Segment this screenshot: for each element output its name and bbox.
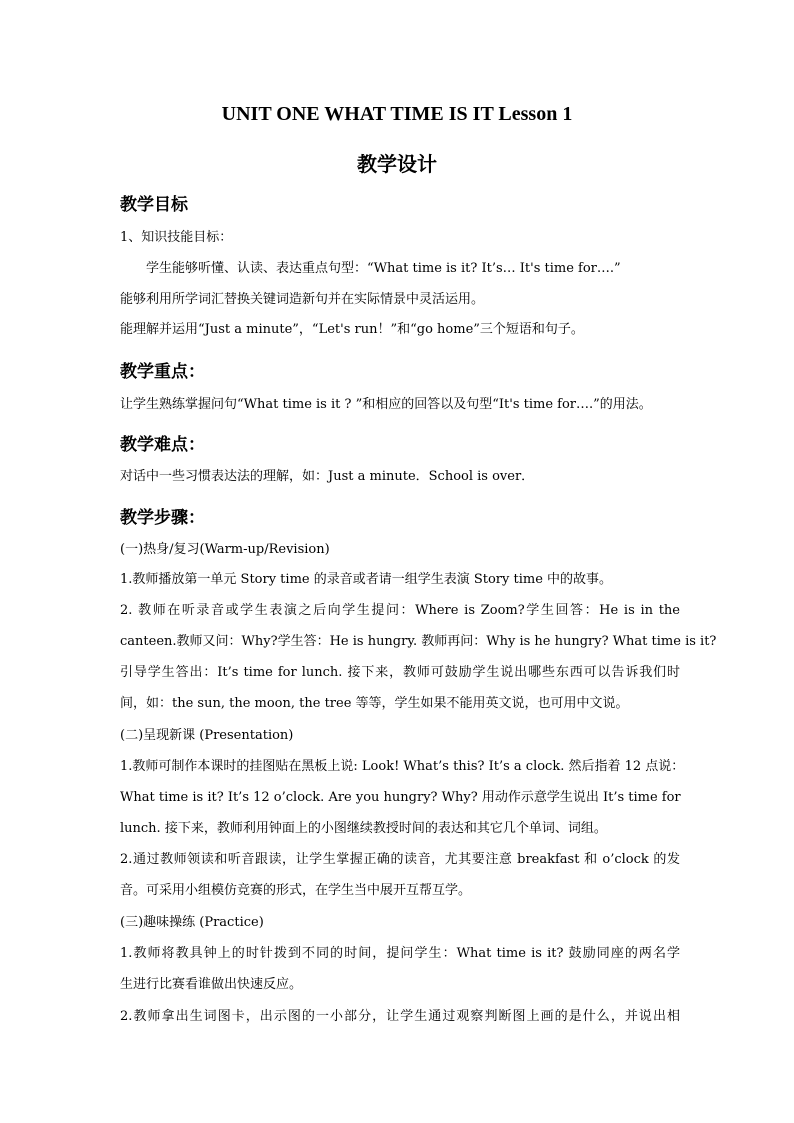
- steps-line: 2.通过教师领读和听音跟读，让学生掌握正确的读音，尤其要注意 breakfast 和 o’clock 的发: [120, 852, 680, 867]
- steps-line: 1.教师播放第一单元 Story time 的录音或者请一组学生表演 Story time 中的故事。: [120, 572, 613, 587]
- steps-line: 1.教师将教具钟上的时针拨到不同的时间，提问学生：What time is it? 鼓励同座的两名学: [120, 946, 680, 961]
- steps-line: What time is it? It’s 12 o’clock. Are you hungry? Why? 用动作示意学生说出 It’s time for: [120, 790, 681, 805]
- goals-line: 学生能够听懂、认读、表达重点句型：“What time is it? It’s… It's time for….”: [120, 261, 621, 276]
- steps-line: 音。可采用小组模仿竞赛的形式，在学生当中展开互帮互学。: [120, 883, 472, 898]
- steps-line: 2. 教师在听录音或学生表演之后向学生提问：Where is Zoom?学生回答：He is in the: [120, 603, 680, 618]
- key-points-line: 让学生熟练掌握问句“What time is it ? ”和相应的回答以及句型“It's time for….”的用法。: [120, 397, 652, 412]
- steps-subheading: (三)趣味操练 (Practice): [120, 915, 264, 930]
- section-heading-difficulties: 教学难点：: [120, 435, 205, 455]
- difficulties-line: 对话中一些习惯表达法的理解，如：Just a minute．School is over．: [120, 469, 535, 484]
- goals-line: 能够利用所学词汇替换关键词造新句并在实际情景中灵活运用。: [120, 292, 485, 307]
- section-heading-steps: 教学步骤：: [120, 508, 205, 528]
- goals-line: 能理解并运用“Just a minute”，“Let's run！”和“go home”三个短语和句子。: [120, 322, 584, 337]
- section-heading-key-points: 教学重点：: [120, 362, 205, 382]
- steps-line: canteen.教师又问：Why?学生答：He is hungry. 教师再问：Why is he hungry? What time is it?: [120, 634, 717, 649]
- steps-line: 引导学生答出：It’s time for lunch. 接下来，教师可鼓励学生说出哪些东西可以告诉我们时: [120, 665, 680, 680]
- section-heading-goals: 教学目标: [120, 195, 188, 215]
- document-title: UNIT ONE WHAT TIME IS IT Lesson 1: [221, 103, 573, 125]
- steps-line: 1.教师可制作本课时的挂图贴在黑板上说: Look! What’s this? It’s a clock. 然后指着 12 点说：: [120, 759, 685, 774]
- steps-line: 生进行比赛看谁做出快速反应。: [120, 977, 303, 992]
- steps-subheading: (二)呈现新课 (Presentation): [120, 728, 294, 743]
- document-subtitle: 教学设计: [357, 152, 437, 176]
- steps-line: 2.教师拿出生词图卡，出示图的一小部分，让学生通过观察判断图上画的是什么，并说出相: [120, 1009, 680, 1024]
- steps-line: 间，如：the sun, the moon, the tree 等等，学生如果不能用英文说，也可用中文说。: [120, 696, 629, 711]
- steps-line: lunch. 接下来，教师利用钟面上的小图继续教授时间的表达和其它几个单词、词组。: [120, 821, 607, 836]
- goals-line: 1、知识技能目标：: [120, 230, 233, 245]
- steps-subheading: (一)热身/复习(Warm-up/Revision): [120, 542, 330, 557]
